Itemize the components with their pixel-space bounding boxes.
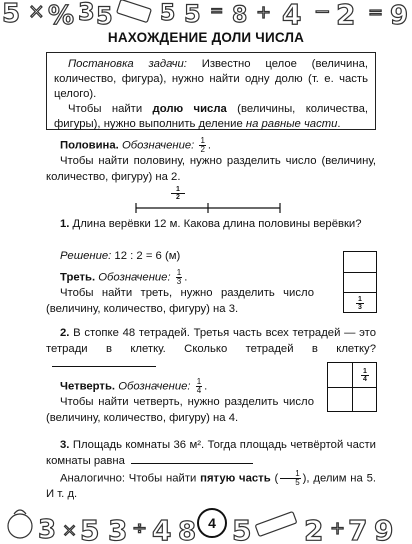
third-fraction <box>176 269 182 286</box>
third-heading: Треть. <box>60 271 96 284</box>
rule-text-a: Чтобы найти <box>68 103 153 115</box>
quarter-notation-label: Обозначение: <box>118 380 191 393</box>
task-3-text: Площадь комнаты 36 м². Тогда площадь четвёртой части комнаты равна <box>46 439 376 467</box>
quarter-rule-text: Чтобы найти четверть, нужно разделить число (величину, количество, фигуру) на 4. <box>46 396 314 424</box>
segment-half-den: 2 <box>176 194 180 201</box>
svg-text:8: 8 <box>232 3 248 28</box>
task-3 <box>46 438 376 469</box>
fifth-fraction-den: 5 <box>295 478 300 487</box>
analog-text-a: Аналогично: Чтобы найти <box>60 472 201 485</box>
quarter-fraction <box>196 378 202 395</box>
decorative-numbers-border-top <box>0 0 412 30</box>
svg-text:×: × <box>62 520 78 541</box>
svg-text:=: = <box>368 2 384 23</box>
third-rule-text: Чтобы найти треть, нужно разделить число (величину, количество, фигуру) на 3. <box>46 287 314 315</box>
svg-text:5: 5 <box>96 2 113 30</box>
analog-term: пятую часть <box>200 472 271 485</box>
svg-text:8: 8 <box>178 517 197 544</box>
svg-text:4: 4 <box>282 0 302 30</box>
analog-paragraph <box>46 470 376 503</box>
fifth-fraction-num: 1 <box>280 470 300 479</box>
svg-text:+: + <box>330 518 346 539</box>
quarter-square-diagram <box>327 362 377 412</box>
task-1-number: 1. <box>60 218 70 230</box>
svg-text:5: 5 <box>2 0 21 29</box>
svg-text:×: × <box>28 0 45 23</box>
svg-text:%: % <box>48 1 75 30</box>
svg-text:2: 2 <box>304 514 324 544</box>
third-cell-den: 3 <box>358 304 362 311</box>
svg-text:5: 5 <box>160 1 176 26</box>
problem-statement-box <box>46 52 376 130</box>
quarter-fraction-num: 1 <box>196 377 202 386</box>
page-number: 4 <box>197 508 227 538</box>
half-heading: Половина. <box>60 139 119 152</box>
task-2-answer-blank[interactable] <box>52 366 156 367</box>
third-divider-2 <box>344 292 376 293</box>
problem-statement-paragraph <box>54 57 368 102</box>
segment-half-label <box>171 186 185 201</box>
rule-text-e: . <box>337 118 341 130</box>
task-1-text: Длина верёвки 12 м. Какова длина половины верёвки? <box>69 218 362 230</box>
quarter-heading-line: Четверть. Обозначение: $\frac{1}{4}$ . <box>60 377 208 395</box>
svg-text:9: 9 <box>374 514 394 544</box>
half-rule-text: Чтобы найти половину, нужно разделить число (величину, количество, фигуру) на 2. <box>46 155 376 183</box>
svg-text:5: 5 <box>184 0 201 28</box>
quarter-cell-label <box>353 368 377 383</box>
task-1-solution-value: 12 : 2 = 6 (м) <box>111 250 181 262</box>
rule-emphasis: на равные части <box>245 118 338 130</box>
task-1 <box>46 217 376 233</box>
half-segment-diagram <box>134 200 282 216</box>
svg-text:7: 7 <box>348 514 368 544</box>
task-2-text: В стопке 48 тетрадей. Третья часть всех тетрадей — это тетради в клетку. Сколько тетрадей в клетку? <box>46 327 376 355</box>
third-notation-label: Обозначение: <box>98 271 171 284</box>
half-fraction-num: 1 <box>200 136 205 145</box>
task-1-solution <box>60 249 320 265</box>
task-3-answer-blank[interactable] <box>131 463 253 464</box>
rule-text-c: (величины, количества, фигуры), нужно выполнить деление <box>54 103 368 130</box>
quarter-cell-num: 1 <box>361 368 369 376</box>
analog-text-c: ( <box>270 472 279 485</box>
third-fraction-num: 1 <box>176 268 182 277</box>
svg-text:5: 5 <box>80 514 100 544</box>
half-heading-line: Половина. Обозначение: $\frac{1}{2}$ . <box>60 136 212 154</box>
svg-text:3: 3 <box>108 514 128 544</box>
svg-text:−: − <box>314 0 331 23</box>
svg-text:+: + <box>256 2 272 23</box>
fifth-fraction <box>280 470 300 487</box>
task-3-number: 3. <box>60 439 70 451</box>
segment-half-num: 1 <box>171 186 185 194</box>
page-title: НАХОЖДЕНИЕ ДОЛИ ЧИСЛА <box>107 30 305 45</box>
third-cell-num: 1 <box>356 296 364 304</box>
svg-text:5: 5 <box>232 514 252 544</box>
third-rectangle-diagram <box>343 251 377 313</box>
svg-text:÷: ÷ <box>132 518 148 539</box>
third-cell-label <box>344 296 376 311</box>
svg-text:=: = <box>210 1 224 20</box>
svg-text:9: 9 <box>390 1 409 30</box>
problem-statement-text: Известно целое (величина, количество, фигура), нужно найти одну долю (т. е. часть целого). <box>54 58 368 100</box>
rule-paragraph <box>54 102 368 132</box>
svg-text:4: 4 <box>152 514 172 544</box>
third-divider-1 <box>344 272 376 273</box>
analog-text-d: ), делим на 5. И т. д. <box>46 472 377 501</box>
third-fraction-den: 3 <box>176 277 182 286</box>
quarter-fraction-den: 4 <box>196 386 202 395</box>
quarter-heading: Четверть. <box>60 380 116 393</box>
svg-text:2: 2 <box>336 0 356 30</box>
svg-text:3: 3 <box>78 0 95 26</box>
half-fraction <box>199 137 205 154</box>
half-notation-label: Обозначение: <box>121 139 195 152</box>
rule-term: долю числа <box>152 103 227 115</box>
third-heading-line: Треть. Обозначение: $\frac{1}{3}$ . <box>60 268 188 286</box>
svg-text:3: 3 <box>38 515 57 544</box>
task-1-solution-label: Решение: <box>60 250 112 262</box>
problem-statement-label: Постановка задачи: <box>68 58 187 70</box>
task-2-number: 2. <box>60 327 70 339</box>
quarter-cell-den: 4 <box>363 376 367 383</box>
half-fraction-den: 2 <box>200 145 205 154</box>
